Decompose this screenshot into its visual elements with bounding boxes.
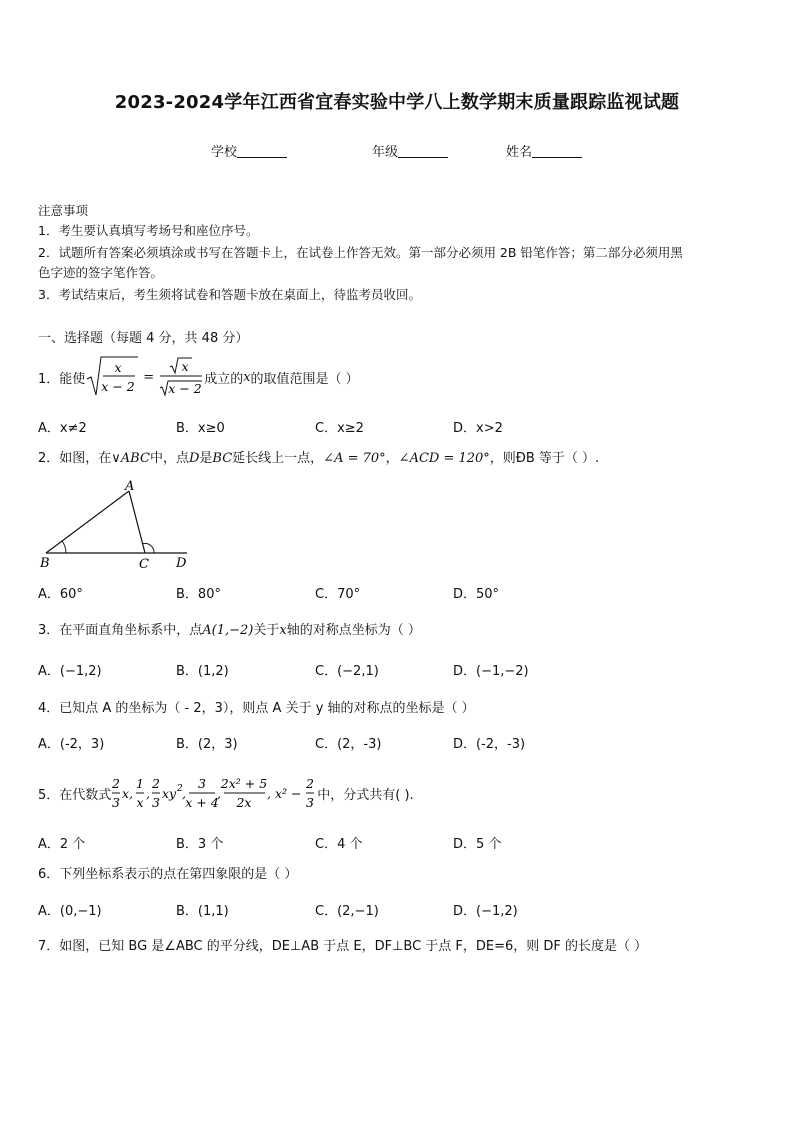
q2-option-a: A．60°: [38, 587, 83, 602]
q5-option-b: B．3 个: [176, 837, 224, 852]
svg-text:,: ,: [146, 786, 151, 801]
question-7: 7．如图，已知 BG 是∠ABC 的平分线，DE⊥AB 于点 E，DF⊥BC 于点 F，DE=6，则 DF 的长度是（ ）: [38, 939, 648, 954]
q2-angle-a: ∠A = 70°: [323, 451, 386, 466]
name-blank: [532, 144, 582, 158]
name-label: 姓名: [506, 145, 533, 160]
q1-option-a: A．x≠2: [38, 421, 87, 436]
q4-option-d: D．(-2，-3): [453, 737, 526, 752]
svg-text:x − 2: x − 2: [101, 379, 135, 394]
q2-angle-acd: ∠ACD = 120°: [398, 451, 490, 466]
svg-text:3: 3: [152, 795, 161, 810]
grade-field: [372, 141, 448, 160]
q3-option-b: B．(1,2): [176, 664, 229, 679]
svg-text:xy: xy: [162, 786, 177, 801]
svg-text:2x² + 5: 2x² + 5: [221, 776, 268, 791]
q1-suffix: 成立的: [204, 371, 244, 387]
q2-triangle-figure: [36, 477, 196, 572]
q3-axis: x: [279, 623, 287, 638]
q6-option-d: D．(−1,2): [453, 904, 518, 919]
q2-text-a: 2．如图，在: [38, 451, 112, 466]
grade-label: 年级: [372, 145, 399, 160]
svg-text:3: 3: [112, 795, 121, 810]
q2-option-d: D．50°: [453, 587, 500, 602]
q5-text-a: 5．在代数式: [38, 787, 112, 803]
page-title: 2023-2024学年江西省宜春实验中学八上数学期末质量跟踪监视试题: [114, 92, 680, 113]
question-6: 6．下列坐标系表示的点在第四象限的是（ ）: [38, 867, 298, 882]
svg-text:3: 3: [198, 776, 207, 791]
svg-text:3: 3: [306, 795, 315, 810]
q1-fraction-right: [158, 355, 204, 399]
q1-option-b: B．x≥0: [176, 421, 225, 436]
svg-text:2: 2: [112, 776, 121, 791]
svg-text:,: ,: [182, 786, 187, 801]
q2-text-c: 是: [199, 451, 213, 466]
question-1: [38, 355, 359, 399]
notice-item-3: 3．考试结束后，考生须将试卷和答题卡放在桌面上，待监考员收回。: [38, 287, 421, 302]
notice-item-2-cont: 色字迹的签字笔作答。: [38, 265, 164, 280]
q4-option-a: A．(-2，3): [38, 737, 105, 752]
q2-text-d: 延长线上一点，: [232, 451, 324, 466]
question-4: 4．已知点 A 的坐标为（ - 2，3），则点 A 关于 y 轴的对称点的坐标是（ ）: [38, 701, 475, 716]
svg-text:x: x: [114, 360, 122, 375]
svg-text:x + 4: x + 4: [185, 795, 219, 810]
q2-triangle: ∨ABC: [111, 451, 150, 466]
q2-text-e: ，则ÐB 等于（ ）.: [489, 451, 600, 466]
q3-text-b: 关于: [253, 623, 280, 638]
q1-prefix: 1．能使: [38, 371, 86, 387]
q2-segment-bc: BC: [212, 451, 233, 466]
q2-label-b: B: [40, 556, 50, 571]
q1-option-d: D．x>2: [453, 421, 503, 436]
q1-equals: =: [143, 369, 155, 385]
section-heading: 一、选择题（每题 4 分，共 48 分）: [38, 331, 249, 346]
q1-var: x: [243, 369, 251, 385]
svg-text:x: x: [181, 359, 189, 374]
q4-option-c: C．(2，-3): [315, 737, 382, 752]
q5-text-b: 中，分式共有( ).: [317, 787, 414, 803]
q4-option-b: B．(2，3): [176, 737, 238, 752]
q1-radical-left: [85, 355, 139, 399]
q2-label-a: A: [125, 479, 135, 494]
svg-text:x − 2: x − 2: [168, 381, 202, 396]
q2-label-c: C: [139, 557, 149, 572]
q1-option-c: C．x≥2: [315, 421, 364, 436]
svg-text:,: ,: [217, 786, 222, 801]
name-field: [506, 141, 582, 160]
svg-text:2: 2: [152, 776, 161, 791]
q5-option-d: D．5 个: [453, 837, 502, 852]
q2-point-d: D: [188, 451, 200, 466]
grade-blank: [398, 144, 448, 158]
school-blank: [237, 144, 287, 158]
q2-label-d: D: [176, 556, 187, 571]
q2-option-b: B．80°: [176, 587, 221, 602]
notice-item-2: 2．试题所有答案必须填涂或书写在答题卡上，在试卷上作答无效。第一部分必须用 2B 铅笔作答；第二部分必须用黑: [38, 245, 683, 260]
notice-heading: 注意事项: [38, 203, 89, 218]
svg-text:1: 1: [136, 776, 145, 791]
q6-option-a: A．(0,−1): [38, 904, 102, 919]
q3-option-a: A．(−1,2): [38, 664, 102, 679]
svg-text:, x² −: , x² −: [267, 786, 302, 801]
svg-text:2x: 2x: [236, 795, 252, 810]
q3-text-c: 轴的对称点坐标为（ ）: [286, 623, 421, 638]
notice-item-1: 1．考生要认真填写考场号和座位序号。: [38, 223, 259, 238]
q6-option-c: C．(2,−1): [315, 904, 379, 919]
svg-text:x: x: [136, 795, 144, 810]
q3-option-c: C．(−2,1): [315, 664, 379, 679]
question-3: [38, 619, 421, 638]
q3-option-d: D．(−1,−2): [453, 664, 529, 679]
svg-text:2: 2: [306, 776, 315, 791]
q1-tail: 的取值范围是（ ）: [250, 371, 359, 387]
svg-text:x,: x,: [122, 786, 134, 801]
q3-point: A(1,−2): [202, 623, 254, 638]
q3-text-a: 3．在平面直角坐标系中，点: [38, 623, 203, 638]
school-label: 学校: [211, 145, 238, 160]
q6-option-b: B．(1,1): [176, 904, 229, 919]
q2-text-b: 中，点: [149, 451, 189, 466]
school-field: [211, 141, 287, 160]
q5-option-c: C．4 个: [315, 837, 363, 852]
question-5: [38, 770, 414, 816]
question-2: 2．如图，在∨ABC中，点D是BC延长线上一点，∠A = 70°，∠ACD = 120°，则ÐB 等于（ ）.: [38, 451, 600, 466]
q2-option-c: C．70°: [315, 587, 361, 602]
svg-text:2: 2: [177, 784, 184, 794]
q5-option-a: A．2 个: [38, 837, 86, 852]
